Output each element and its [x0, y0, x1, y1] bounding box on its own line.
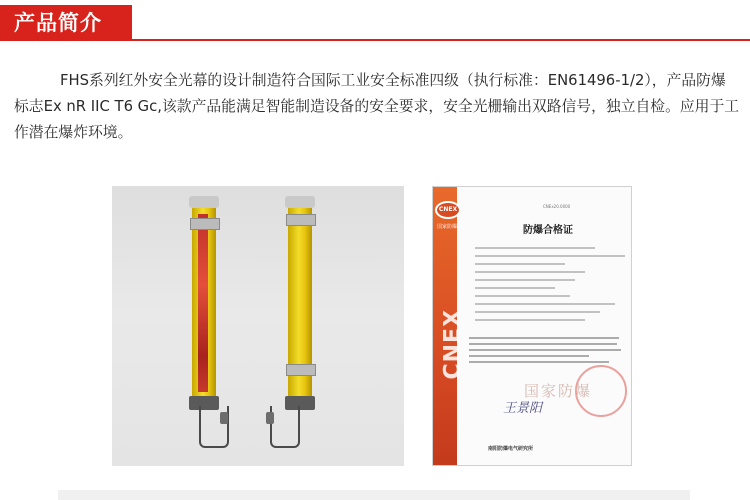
light-curtain-receiver [288, 206, 312, 400]
receiver-plug [266, 412, 274, 424]
section-title: 产品简介 [0, 5, 132, 41]
signature: 王景阳 [503, 401, 543, 416]
mount-bracket [286, 214, 316, 226]
certificate-title: 防爆合格证 [523, 225, 573, 236]
emitter-window [198, 214, 208, 392]
section-header [0, 0, 750, 44]
receiver-cable [270, 406, 300, 448]
mount-bracket [190, 218, 220, 230]
issuer-name: 南阳防爆电气研究所 [488, 446, 534, 452]
top-cap [189, 196, 219, 208]
cnex-logo-sub: 国家防爆 [437, 224, 458, 230]
header-divider [132, 39, 750, 41]
cnex-vertical-mark: CNEX [440, 308, 466, 380]
product-intro: FHS系列红外安全光幕的设计制造符合国际工业安全标准四级（执行标准：EN61496-1/2），产品防爆标志Ex nR IIC T6 Gc,该款产品能满足智能制造设备的安全要求，安全光栅输出双路信号，独立自检。应用于工作潜在爆炸环境。 [14, 72, 740, 141]
explosion-proof-certificate [432, 186, 632, 466]
top-cap [285, 196, 315, 208]
bottom-strip [58, 490, 690, 500]
emitter-plug [220, 412, 228, 424]
product-photo [112, 186, 404, 466]
light-curtain-emitter [192, 206, 216, 400]
mount-bracket [286, 364, 316, 376]
certificate-fields [475, 247, 625, 327]
cnex-logo: CNEX [435, 201, 461, 219]
certificate-terms [469, 337, 624, 367]
certificate-watermark: 国家防爆 [523, 382, 592, 400]
certificate-number: CNEx20.0000 [543, 204, 571, 209]
